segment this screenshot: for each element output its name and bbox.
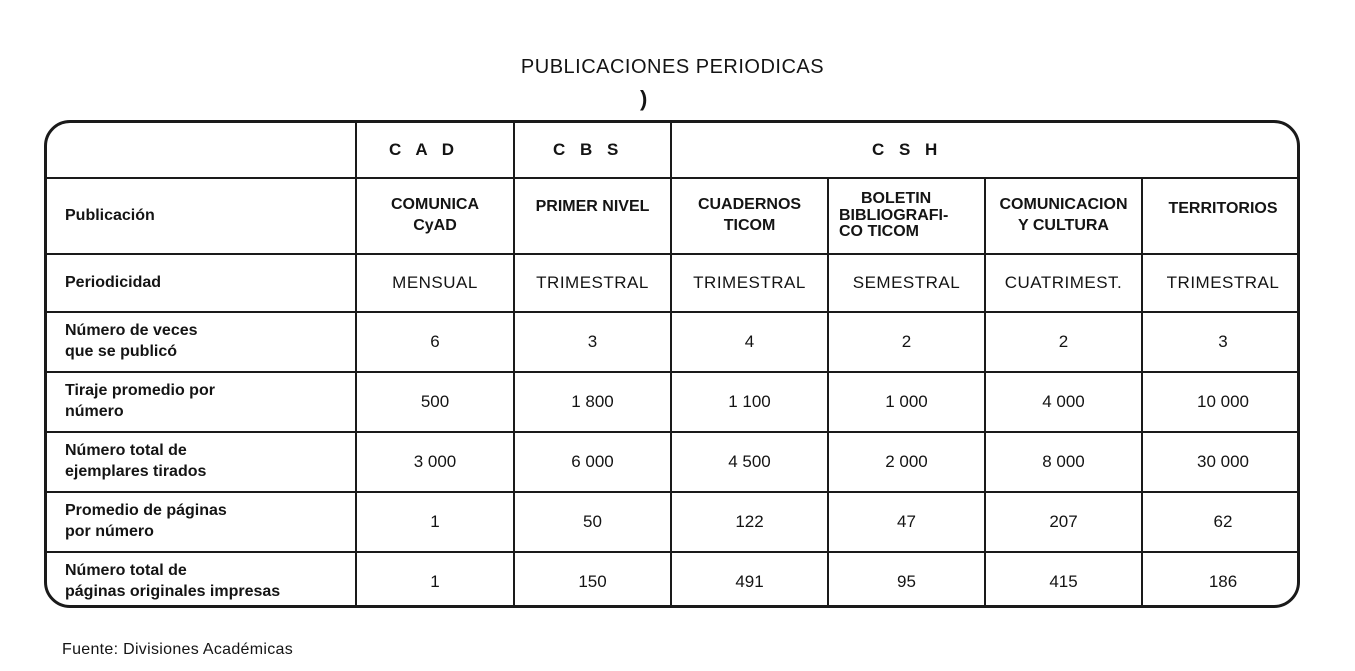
table-row — [47, 372, 1300, 432]
table-cell: 10 000 — [1142, 372, 1300, 432]
table-cell: 4 000 — [985, 372, 1142, 432]
document-title: PUBLICACIONES PERIODICAS — [520, 56, 825, 78]
publications-table — [44, 120, 1300, 608]
table-row — [47, 254, 1300, 312]
table-cell: 122 — [671, 492, 828, 552]
table-row — [47, 178, 1300, 254]
table-cell: 4 500 — [671, 432, 828, 492]
table-cell: 2 — [985, 312, 1142, 372]
table-cell: 1 — [356, 492, 514, 552]
periodicity-value: SEMESTRAL — [828, 254, 985, 312]
table-cell: 95 — [828, 552, 985, 608]
group-header-row — [47, 123, 1300, 178]
table-cell: 1 100 — [671, 372, 828, 432]
table-cell: 207 — [985, 492, 1142, 552]
table-cell: 30 000 — [1142, 432, 1300, 492]
periodicity-value: TRIMESTRAL — [1142, 254, 1300, 312]
table-cell: 47 — [828, 492, 985, 552]
table-cell: 3 — [514, 312, 671, 372]
table-cell: 186 — [1142, 552, 1300, 608]
publication-name: PRIMER NIVEL — [514, 178, 671, 254]
group-csh: C S H — [671, 123, 1300, 178]
table-cell: 1 800 — [514, 372, 671, 432]
periodicity-value: TRIMESTRAL — [671, 254, 828, 312]
periodicity-value: MENSUAL — [356, 254, 514, 312]
group-cad: C A D — [356, 123, 514, 178]
table-cell: 3 000 — [356, 432, 514, 492]
periodicity-value: TRIMESTRAL — [514, 254, 671, 312]
row-label-publicacion: Publicación — [47, 178, 356, 254]
group-cbs: C B S — [514, 123, 671, 178]
table-cell: 6 000 — [514, 432, 671, 492]
table-row — [47, 492, 1300, 552]
table-cell: 2 — [828, 312, 985, 372]
table-cell: 3 — [1142, 312, 1300, 372]
row-label-periodicidad: Periodicidad — [47, 254, 356, 312]
table-cell: 8 000 — [985, 432, 1142, 492]
table-cell: 491 — [671, 552, 828, 608]
table-cell: 1 — [356, 552, 514, 608]
row-label-promedio-paginas: Promedio de páginas por número — [47, 492, 356, 552]
corner-cell — [47, 123, 356, 178]
row-label-total-paginas: Número total de páginas originales impresas — [47, 552, 356, 608]
row-label-total: Número total de ejemplares tirados — [47, 432, 356, 492]
table-cell: 500 — [356, 372, 514, 432]
table-row — [47, 552, 1300, 608]
table-cell: 4 — [671, 312, 828, 372]
table-row — [47, 312, 1300, 372]
table-cell: 6 — [356, 312, 514, 372]
table-cell: 415 — [985, 552, 1142, 608]
publication-name: COMUNICACION Y CULTURA — [985, 178, 1142, 254]
table-cell: 1 000 — [828, 372, 985, 432]
publication-name: CUADERNOS TICOM — [671, 178, 828, 254]
row-label-veces: Número de veces que se publicó — [47, 312, 356, 372]
publication-name: TERRITORIOS — [1142, 178, 1300, 254]
table-cell: 62 — [1142, 492, 1300, 552]
table-row — [47, 432, 1300, 492]
publication-name: COMUNICA CyAD — [356, 178, 514, 254]
table-cell: 150 — [514, 552, 671, 608]
row-label-tiraje: Tiraje promedio por número — [47, 372, 356, 432]
periodicity-value: CUATRIMEST. — [985, 254, 1142, 312]
publication-name: BOLETIN BIBLIOGRAFI- CO TICOM — [828, 178, 985, 254]
table-cell: 2 000 — [828, 432, 985, 492]
table-cell: 50 — [514, 492, 671, 552]
title-ink-mark: ) — [640, 86, 648, 111]
source-note: Fuente: Divisiones Académicas — [62, 641, 294, 658]
